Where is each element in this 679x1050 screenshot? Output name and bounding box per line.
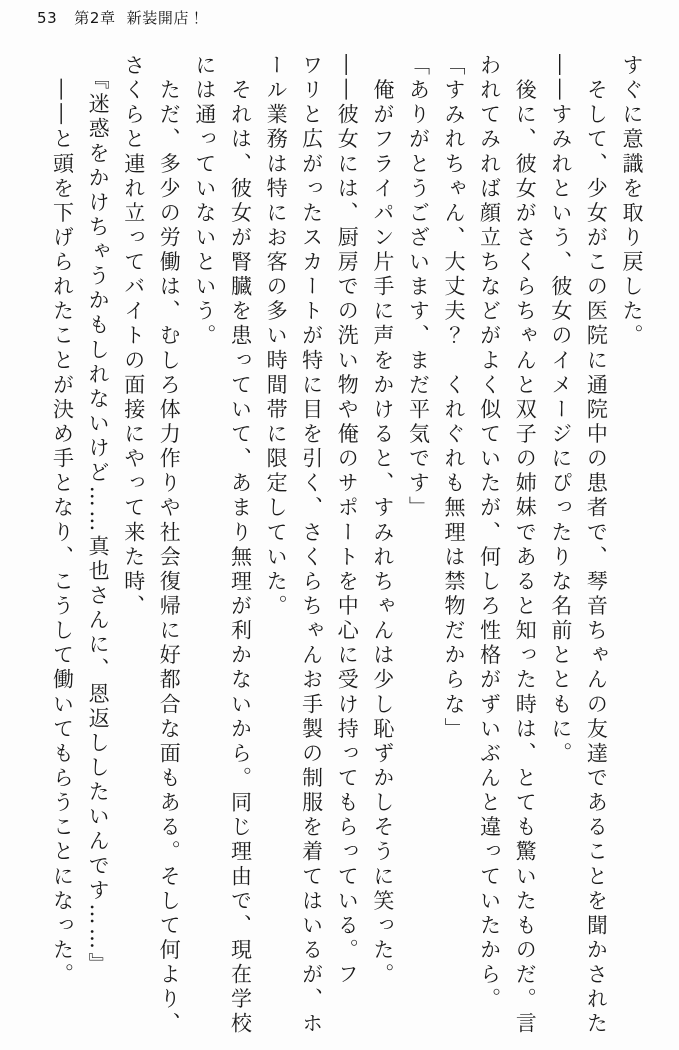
text-line: さくらと連れ立ってバイトの面接にやって来た時、 — [121, 54, 146, 620]
text-line: ワリと広がったスカートが特に目を引く、さくらちゃんお手製の制服を着てはいるが、ホ — [299, 54, 324, 1037]
chapter-number: 第2章 — [74, 9, 116, 27]
page-header — [37, 7, 205, 28]
chapter-title: 新装開店！ — [126, 9, 205, 27]
text-line: そして、少女がこの医院に通院中の患者で、琴音ちゃんの友達であることを聞かされた — [584, 54, 609, 1037]
text-line: すぐに意識を取り戻した。 — [620, 54, 644, 349]
text-line: 『迷惑をかけちゃうかもしれないけど……真也さんに、恩返ししたいんです……』 — [86, 54, 111, 978]
text-line: には通っていないという。 — [192, 54, 217, 349]
page-number: 53 — [37, 9, 58, 27]
text-line: ――彼女には、厨房での洗い物や俺のサポートを中心に受け持ってもらっている。フ — [335, 54, 360, 988]
text-line: 後に、彼女がさくらちゃんと双子の姉妹であると知った時は、とても驚いたものだ。言 — [513, 54, 538, 1037]
text-line: 「すみれちゃん、大丈夫？ くれぐれも無理は禁物だからな」 — [442, 54, 467, 742]
text-line: ――すみれという、彼女のイメージにぴったりな名前とともに。 — [548, 54, 573, 767]
body-text — [44, 54, 649, 1042]
text-line: われてみれば顔立ちなどがよく似ていたが、何しろ性格がずいぶんと違っていたから。 — [477, 54, 502, 1013]
text-line: ――と頭を下げられたことが決め手となり、こうして働いてもらうことになった。 — [50, 54, 75, 988]
text-line: ール業務は特にお客の多い時間帯に限定していた。 — [264, 54, 289, 620]
text-line: 俺がフライパン片手に声をかけると、すみれちゃんは少し恥ずかしそうに笑った。 — [370, 54, 395, 988]
text-line: ただ、多少の労働は、むしろ体力作りや社会復帰に好都合な面もある。そして何より、 — [157, 54, 182, 1037]
text-line: それは、彼女が腎臓を患っていて、あまり無理が利かないから。同じ理由で、現在学校 — [228, 54, 253, 1037]
text-line: 「ありがとうございます、まだ平気です」 — [406, 54, 431, 521]
